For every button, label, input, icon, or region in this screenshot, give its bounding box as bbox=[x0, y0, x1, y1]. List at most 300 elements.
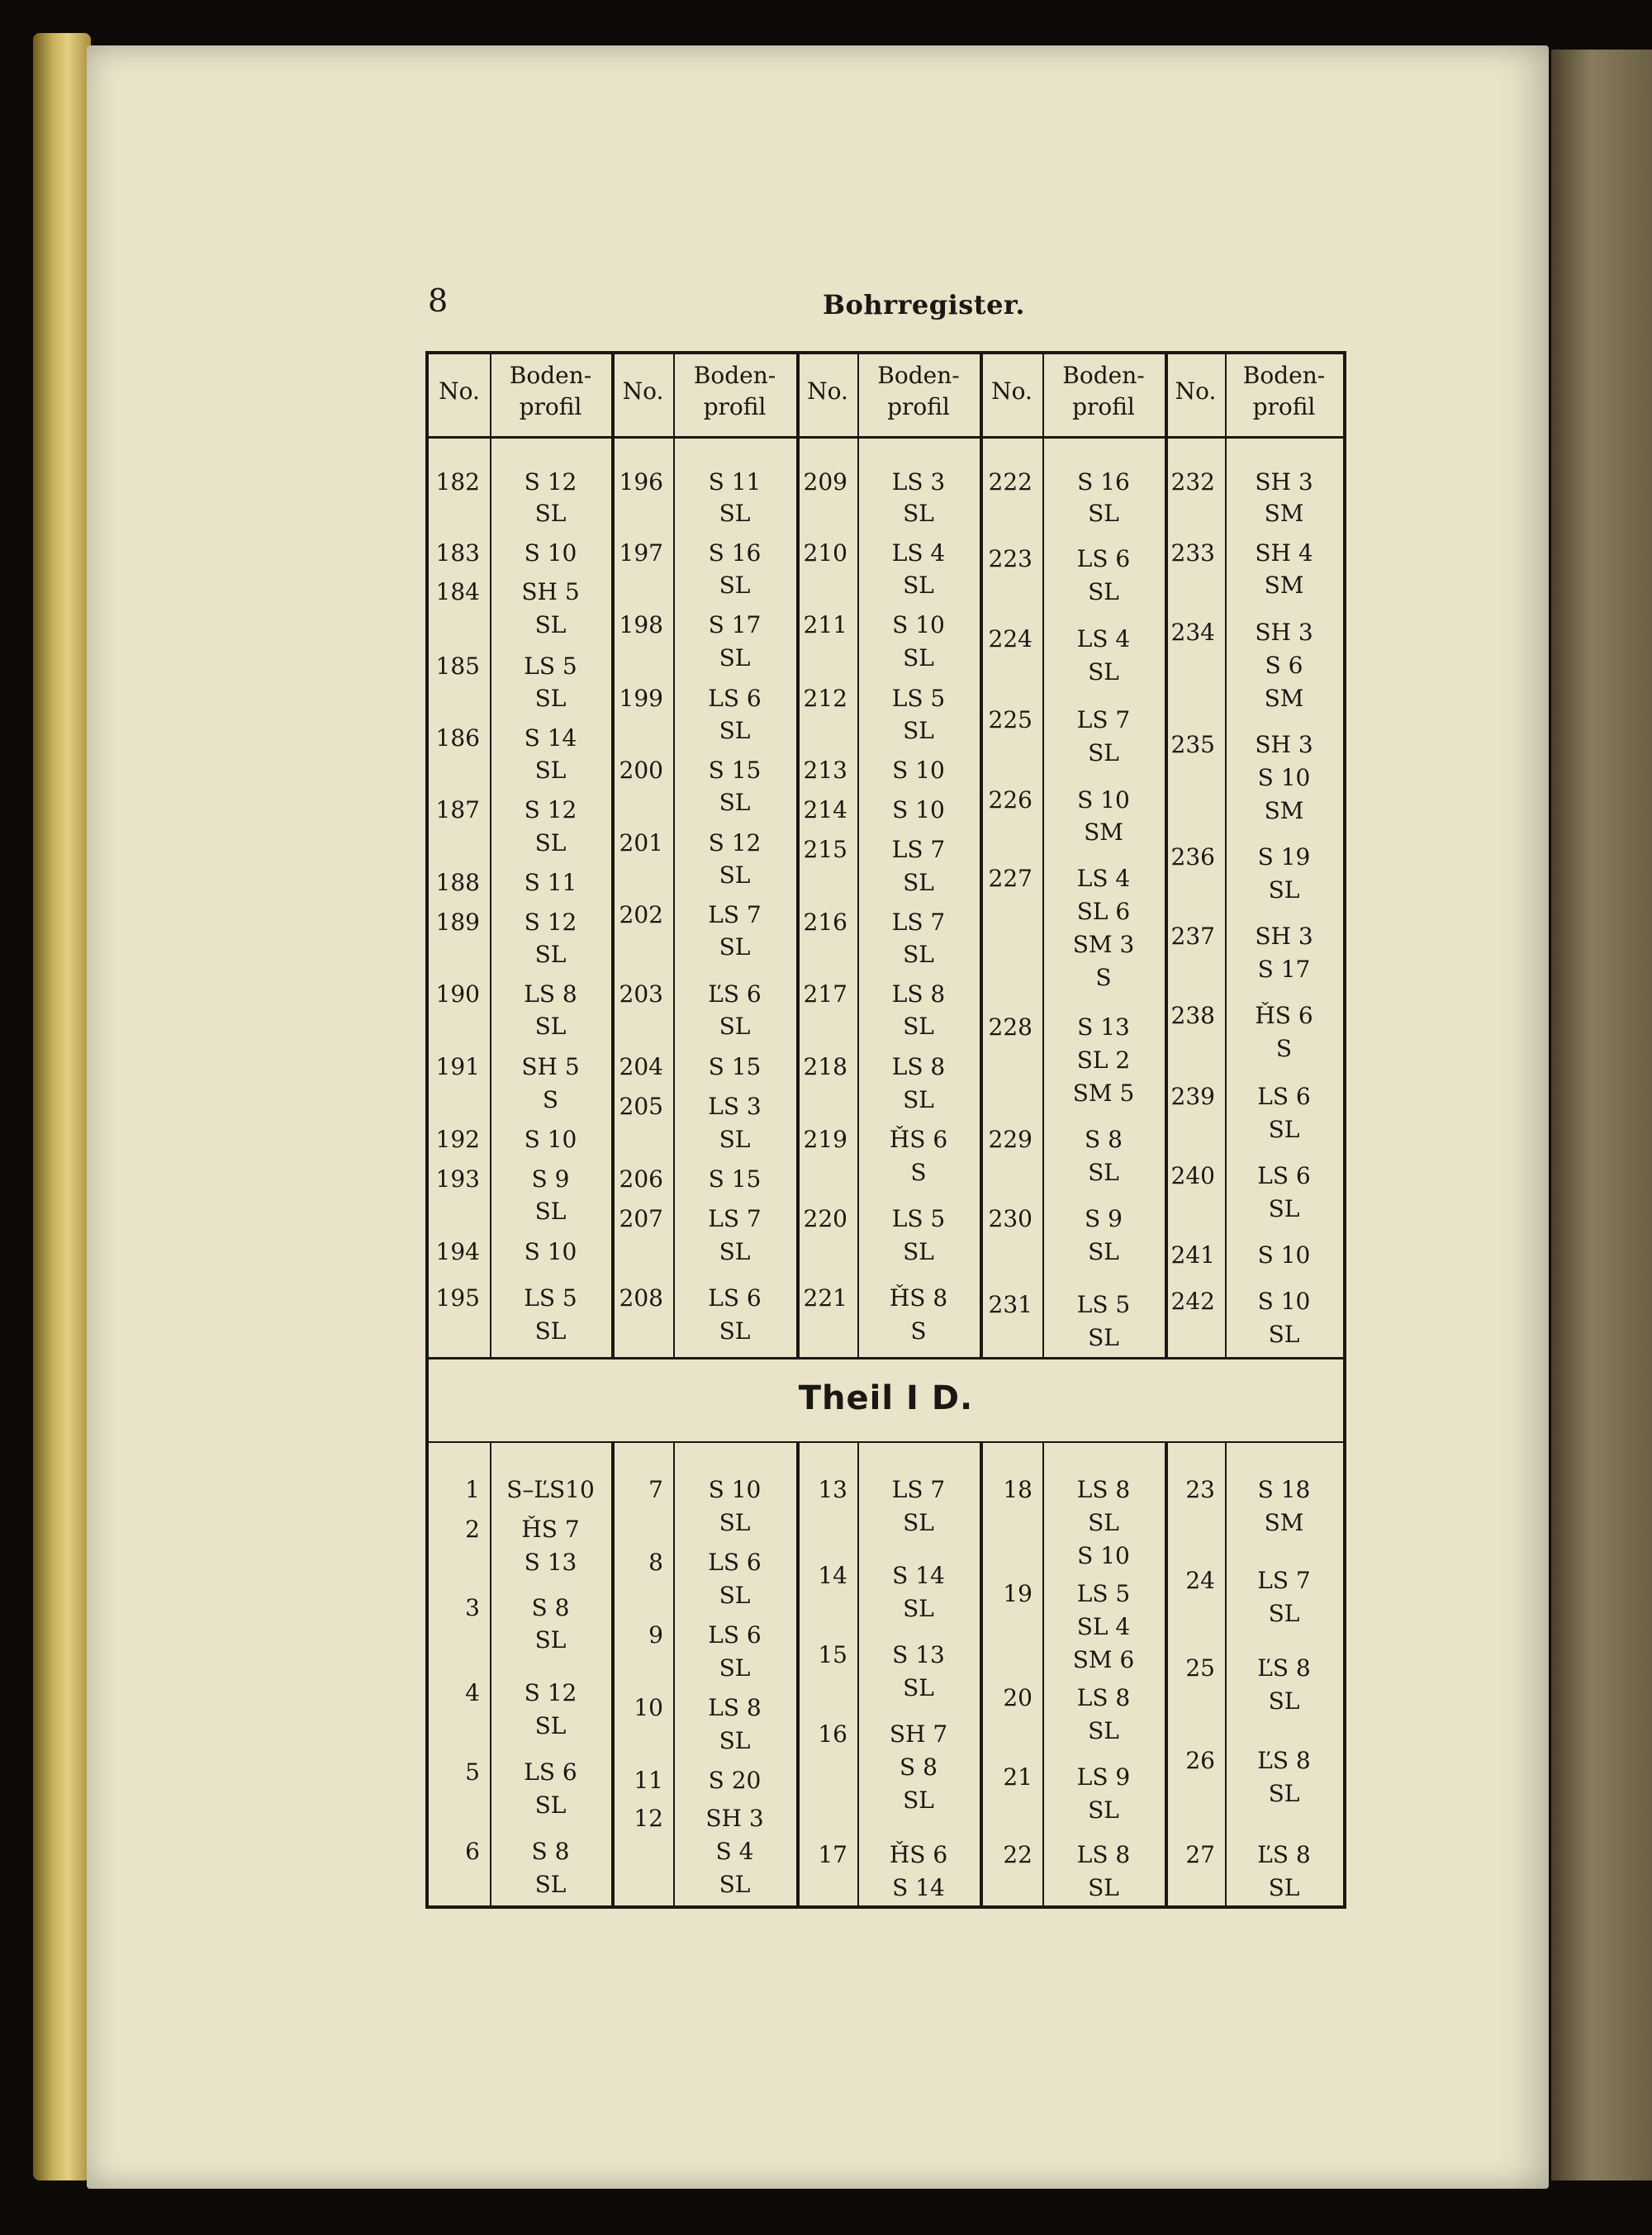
soil-profile-value: SL 4 bbox=[1076, 1613, 1131, 1640]
soil-profile-value: S 14 bbox=[892, 1562, 945, 1589]
entry-number: 187 bbox=[435, 796, 480, 823]
soil-profile-value: S 10 bbox=[1257, 1288, 1311, 1315]
entry-number: 185 bbox=[435, 652, 480, 680]
soil-profile-value: SL bbox=[534, 941, 567, 968]
entry-number: 186 bbox=[435, 724, 480, 752]
soil-profile-value: SL bbox=[903, 500, 934, 527]
soil-profile-value: S 15 bbox=[708, 757, 762, 784]
soil-profile-value: S bbox=[542, 1086, 559, 1113]
soil-profile-value: ĽS 8 bbox=[1257, 1654, 1311, 1682]
soil-profile-value: S 17 bbox=[1257, 956, 1311, 983]
soil-profile-value: S 10 bbox=[524, 1126, 577, 1153]
entry-number: 27 bbox=[1185, 1841, 1215, 1868]
entry-number: 184 bbox=[435, 578, 480, 605]
soil-profile-value: S bbox=[910, 1159, 927, 1186]
soil-profile-value: SL bbox=[534, 1317, 567, 1345]
soil-profile-value: SL bbox=[1268, 1874, 1300, 1901]
soil-profile-value: SL bbox=[903, 1238, 934, 1265]
column-divider bbox=[673, 354, 675, 1357]
soil-profile-value: SM bbox=[1264, 572, 1304, 599]
section-heading: Theil I D. bbox=[798, 1379, 974, 1417]
soil-profile-value: SH 3 bbox=[1255, 468, 1313, 496]
soil-profile-value: S 8 bbox=[531, 1838, 570, 1865]
soil-profile-value: ȞS 6 bbox=[889, 1126, 948, 1153]
soil-profile-value: ĽS 6 bbox=[708, 980, 762, 1008]
soil-profile-value: S 8 bbox=[531, 1594, 570, 1621]
soil-profile-value: LS 8 bbox=[891, 980, 946, 1008]
entry-number: 188 bbox=[435, 869, 480, 896]
soil-profile-value: SL bbox=[719, 789, 751, 816]
header-bodenprofil-line2: profil bbox=[703, 392, 767, 420]
soil-profile-value: SH 5 bbox=[521, 1053, 580, 1080]
entry-number: 189 bbox=[435, 909, 480, 936]
soil-profile-value: LS 9 bbox=[1076, 1763, 1131, 1791]
entry-number: 217 bbox=[803, 980, 847, 1008]
entry-number: 1 bbox=[465, 1476, 480, 1503]
soil-profile-value: SM bbox=[1264, 797, 1304, 824]
entry-number: 220 bbox=[803, 1205, 847, 1232]
entry-number: 208 bbox=[619, 1284, 663, 1312]
soil-profile-value: S 13 bbox=[524, 1549, 577, 1576]
column-divider bbox=[980, 1443, 983, 1905]
column-divider bbox=[857, 1443, 859, 1905]
soil-profile-value: SL bbox=[1088, 658, 1119, 686]
soil-profile-value: LS 8 bbox=[524, 980, 577, 1008]
entry-number: 236 bbox=[1170, 843, 1215, 871]
soil-profile-value: SL bbox=[1088, 1324, 1119, 1351]
soil-profile-value: LS 4 bbox=[1076, 625, 1131, 652]
soil-profile-value: S 10 bbox=[1077, 786, 1130, 814]
soil-profile-value: LS 8 bbox=[1076, 1476, 1131, 1503]
column-divider bbox=[490, 354, 491, 1357]
soil-profile-value: SL bbox=[719, 1654, 751, 1682]
entry-number: 3 bbox=[465, 1594, 480, 1621]
entry-number: 242 bbox=[1170, 1288, 1215, 1315]
page-title: Bohrregister. bbox=[823, 289, 1025, 320]
soil-profile-value: LS 5 bbox=[1076, 1291, 1131, 1318]
soil-profile-value: S 8 bbox=[900, 1753, 938, 1781]
entry-number: 240 bbox=[1170, 1162, 1215, 1189]
soil-profile-value: LS 5 bbox=[891, 1205, 946, 1232]
soil-profile-value: LS 6 bbox=[708, 1549, 762, 1576]
soil-profile-value: SL 2 bbox=[1076, 1046, 1131, 1074]
entry-number: 183 bbox=[435, 539, 480, 567]
entry-number: 222 bbox=[988, 468, 1032, 496]
entry-number: 206 bbox=[619, 1165, 663, 1193]
soil-profile-value: S 13 bbox=[1077, 1013, 1130, 1041]
entry-number: 8 bbox=[648, 1549, 663, 1576]
soil-profile-value: SL bbox=[534, 1712, 567, 1739]
soil-profile-value: S 10 bbox=[892, 611, 945, 638]
soil-profile-value: SM 5 bbox=[1072, 1080, 1135, 1107]
soil-profile-value: SH 5 bbox=[521, 578, 580, 605]
soil-profile-value: SL bbox=[1268, 1780, 1300, 1807]
entry-number: 9 bbox=[648, 1621, 663, 1649]
soil-profile-value: S bbox=[910, 1317, 927, 1345]
soil-profile-value: S 14 bbox=[892, 1874, 945, 1901]
header-bodenprofil-line2: profil bbox=[1072, 392, 1135, 420]
entry-number: 235 bbox=[1170, 731, 1215, 758]
soil-profile-value: S 6 bbox=[1265, 652, 1303, 679]
entry-number: 11 bbox=[634, 1767, 663, 1794]
entry-number: 210 bbox=[803, 539, 847, 567]
soil-profile-value: SL bbox=[534, 1871, 567, 1898]
entry-number: 14 bbox=[818, 1562, 847, 1589]
entry-number: 204 bbox=[619, 1053, 663, 1080]
soil-profile-value: S 14 bbox=[524, 724, 577, 752]
entry-number: 203 bbox=[619, 980, 663, 1008]
header-bodenprofil bbox=[857, 360, 980, 423]
soil-profile-value: LS 7 bbox=[1076, 706, 1131, 733]
entry-number: 25 bbox=[1185, 1654, 1215, 1682]
soil-profile-value: ȞS 8 bbox=[889, 1284, 948, 1312]
entry-number: 198 bbox=[619, 611, 663, 638]
column-divider bbox=[673, 1443, 675, 1905]
soil-profile-value: SL bbox=[903, 1787, 934, 1814]
entry-number: 22 bbox=[1003, 1841, 1032, 1868]
entry-number: 182 bbox=[435, 468, 480, 496]
soil-profile-value: SM 6 bbox=[1072, 1646, 1135, 1673]
soil-profile-value: SL bbox=[903, 1595, 934, 1622]
soil-profile-value: SL bbox=[719, 1317, 751, 1345]
soil-profile-value: SM bbox=[1264, 685, 1304, 712]
soil-profile-value: S 10 bbox=[524, 1238, 577, 1265]
soil-profile-value: SM 3 bbox=[1072, 931, 1135, 958]
soil-profile-value: ȞS 6 bbox=[1255, 1002, 1313, 1029]
soil-profile-value: SL bbox=[719, 500, 751, 527]
soil-profile-value: LS 5 bbox=[524, 1284, 577, 1312]
entry-number: 231 bbox=[988, 1291, 1032, 1318]
entry-number: 199 bbox=[619, 685, 663, 712]
column-divider bbox=[611, 354, 615, 1357]
soil-profile-value: LS 8 bbox=[891, 1053, 946, 1080]
soil-profile-value: S 12 bbox=[708, 829, 762, 857]
soil-profile-value: SL bbox=[719, 1126, 751, 1153]
entry-number: 195 bbox=[435, 1284, 480, 1312]
header-bodenprofil-line2: profil bbox=[1252, 392, 1316, 420]
header-no: No. bbox=[807, 377, 848, 405]
soil-profile-value: SL bbox=[1268, 876, 1300, 904]
soil-profile-value: S 16 bbox=[1077, 468, 1130, 496]
soil-profile-value: SL bbox=[903, 644, 934, 671]
soil-profile-value: LS 7 bbox=[708, 1205, 762, 1232]
entry-number: 194 bbox=[435, 1238, 480, 1265]
soil-profile-value: SL bbox=[719, 861, 751, 889]
column-divider bbox=[1225, 1443, 1227, 1905]
soil-profile-value: LS 5 bbox=[524, 652, 577, 680]
entry-number: 226 bbox=[988, 786, 1032, 814]
soil-profile-value: SL bbox=[903, 1086, 934, 1113]
soil-profile-value: ĽS 8 bbox=[1257, 1747, 1311, 1774]
soil-profile-value: S 12 bbox=[524, 909, 577, 936]
soil-profile-value: ȞS 7 bbox=[521, 1516, 580, 1543]
entry-number: 216 bbox=[803, 909, 847, 936]
entry-number: 200 bbox=[619, 757, 663, 784]
soil-profile-value: SL bbox=[1268, 1687, 1300, 1715]
section-separator-top bbox=[429, 1357, 1343, 1360]
header-separator bbox=[429, 436, 1343, 439]
entry-number: 7 bbox=[648, 1476, 663, 1503]
soil-profile-value: S–ĽS10 bbox=[506, 1476, 595, 1503]
entry-number: 234 bbox=[1170, 619, 1215, 646]
entry-number: 215 bbox=[803, 836, 847, 863]
soil-profile-value: S 20 bbox=[708, 1767, 762, 1794]
soil-profile-value: LS 6 bbox=[1257, 1083, 1311, 1110]
soil-profile-value: LS 7 bbox=[891, 836, 946, 863]
entry-number: 214 bbox=[803, 796, 847, 823]
entry-number: 5 bbox=[465, 1758, 480, 1786]
soil-profile-value: SL bbox=[719, 1727, 751, 1754]
entry-number: 207 bbox=[619, 1205, 663, 1232]
soil-profile-value: SL bbox=[534, 611, 567, 638]
entry-number: 225 bbox=[988, 706, 1032, 733]
soil-profile-value: S 11 bbox=[708, 468, 762, 496]
entry-number: 223 bbox=[988, 545, 1032, 572]
soil-profile-value: S 18 bbox=[1257, 1476, 1311, 1503]
soil-profile-value: SL bbox=[719, 1582, 751, 1609]
header-bodenprofil-line2: profil bbox=[519, 392, 582, 420]
entry-number: 209 bbox=[803, 468, 847, 496]
section-separator-bottom bbox=[429, 1441, 1343, 1443]
soil-profile-value: SL bbox=[534, 757, 567, 784]
soil-profile-value: SL bbox=[903, 717, 934, 744]
soil-profile-value: LS 5 bbox=[1076, 1580, 1131, 1607]
entry-number: 238 bbox=[1170, 1002, 1215, 1029]
soil-profile-value: SL bbox=[1268, 1116, 1300, 1143]
soil-profile-value: SL bbox=[1088, 1159, 1119, 1186]
entry-number: 241 bbox=[1170, 1241, 1215, 1269]
soil-profile-value: S 15 bbox=[708, 1053, 762, 1080]
soil-profile-value: SH 3 bbox=[1255, 731, 1313, 758]
entry-number: 227 bbox=[988, 865, 1032, 892]
entry-number: 219 bbox=[803, 1126, 847, 1153]
facing-page-edge bbox=[1551, 50, 1652, 2180]
soil-profile-value: SM bbox=[1264, 500, 1304, 527]
column-divider bbox=[1042, 1443, 1044, 1905]
soil-profile-value: SL bbox=[719, 1013, 751, 1040]
soil-profile-value: SL bbox=[719, 933, 751, 961]
entry-number: 221 bbox=[803, 1284, 847, 1312]
entry-number: 20 bbox=[1003, 1684, 1032, 1711]
soil-profile-value: S 10 bbox=[892, 757, 945, 784]
soil-profile-value: SL bbox=[719, 572, 751, 599]
entry-number: 196 bbox=[619, 468, 663, 496]
soil-profile-value: SL bbox=[719, 717, 751, 744]
soil-profile-value: SL bbox=[1088, 1874, 1119, 1901]
soil-profile-value: LS 6 bbox=[708, 685, 762, 712]
soil-profile-value: S 11 bbox=[524, 869, 577, 896]
soil-profile-value: LS 6 bbox=[524, 1758, 577, 1786]
soil-profile-value: S 12 bbox=[524, 468, 577, 496]
soil-profile-value: LS 6 bbox=[708, 1621, 762, 1649]
header-bodenprofil-line1: Boden- bbox=[877, 362, 960, 389]
soil-profile-value: S 10 bbox=[708, 1476, 762, 1503]
soil-profile-value: SL bbox=[1088, 1509, 1119, 1536]
header-no: No. bbox=[439, 377, 480, 405]
soil-profile-value: SL bbox=[534, 1198, 567, 1225]
soil-profile-value: SL bbox=[903, 1674, 934, 1701]
entry-number: 192 bbox=[435, 1126, 480, 1153]
header-bodenprofil-line1: Boden- bbox=[1062, 362, 1145, 389]
soil-profile-value: S 10 bbox=[1257, 1241, 1311, 1269]
soil-profile-value: LS 4 bbox=[1076, 865, 1131, 892]
entry-number: 193 bbox=[435, 1165, 480, 1193]
soil-profile-value: SL bbox=[719, 1509, 751, 1536]
entry-number: 4 bbox=[465, 1679, 480, 1706]
entry-number: 19 bbox=[1003, 1580, 1032, 1607]
soil-profile-value: SL bbox=[719, 644, 751, 671]
entry-number: 218 bbox=[803, 1053, 847, 1080]
soil-profile-value: S 17 bbox=[708, 611, 762, 638]
entry-number: 228 bbox=[988, 1013, 1032, 1041]
soil-profile-value: LS 7 bbox=[708, 901, 762, 928]
soil-profile-value: LS 6 bbox=[708, 1284, 762, 1312]
soil-profile-value: S 12 bbox=[524, 796, 577, 823]
entry-number: 10 bbox=[634, 1694, 663, 1721]
entry-number: 6 bbox=[465, 1838, 480, 1865]
soil-profile-value: LS 7 bbox=[1257, 1567, 1311, 1594]
soil-profile-value: SM bbox=[1264, 1509, 1304, 1536]
entry-number: 229 bbox=[988, 1126, 1032, 1153]
soil-profile-value: SH 3 bbox=[705, 1805, 764, 1832]
soil-profile-value: LS 6 bbox=[1257, 1162, 1311, 1189]
soil-profile-value: ȞS 6 bbox=[889, 1841, 948, 1868]
soil-profile-value: SL bbox=[1088, 578, 1119, 605]
soil-profile-value: SL bbox=[903, 1509, 934, 1536]
soil-profile-value: SL bbox=[903, 572, 934, 599]
soil-profile-value: LS 8 bbox=[1076, 1684, 1131, 1711]
soil-profile-value: S bbox=[1095, 964, 1112, 991]
soil-profile-value: SL bbox=[534, 829, 567, 857]
entry-number: 2 bbox=[465, 1516, 480, 1543]
header-no: No. bbox=[1175, 377, 1217, 405]
column-divider bbox=[796, 1443, 800, 1905]
book-page-edges bbox=[33, 33, 91, 2180]
soil-profile-value: SL bbox=[1088, 1717, 1119, 1744]
soil-profile-value: SL bbox=[903, 941, 934, 968]
soil-profile-value: SL bbox=[719, 1871, 751, 1898]
entry-number: 232 bbox=[1170, 468, 1215, 496]
header-bodenprofil-line1: Boden- bbox=[693, 362, 776, 389]
soil-profile-value: LS 4 bbox=[891, 539, 946, 567]
soil-profile-value: SH 3 bbox=[1255, 619, 1313, 646]
entry-number: 21 bbox=[1003, 1763, 1032, 1791]
soil-profile-value: SL bbox=[719, 1238, 751, 1265]
soil-profile-value: SL 6 bbox=[1076, 898, 1131, 925]
header-bodenprofil bbox=[673, 360, 796, 423]
column-divider bbox=[980, 354, 983, 1357]
soil-profile-value: SL bbox=[1268, 1321, 1300, 1348]
entry-number: 211 bbox=[803, 611, 847, 638]
soil-profile-value: SL bbox=[534, 685, 567, 712]
entry-number: 12 bbox=[634, 1805, 663, 1832]
soil-profile-value: LS 6 bbox=[1076, 545, 1131, 572]
soil-profile-value: SL bbox=[1088, 1238, 1119, 1265]
soil-profile-value: SL bbox=[1088, 1796, 1119, 1824]
soil-profile-value: S 15 bbox=[708, 1165, 762, 1193]
entry-number: 15 bbox=[818, 1641, 847, 1668]
column-divider bbox=[1225, 354, 1227, 1357]
header-bodenprofil-line1: Boden- bbox=[509, 362, 592, 389]
soil-profile-value: SL bbox=[1268, 1600, 1300, 1627]
soil-profile-value: SL bbox=[1088, 739, 1119, 766]
soil-profile-value: LS 7 bbox=[891, 1476, 946, 1503]
soil-profile-value: ĽS 8 bbox=[1257, 1841, 1311, 1868]
column-divider bbox=[611, 1443, 615, 1905]
soil-profile-value: SL bbox=[903, 1013, 934, 1040]
soil-profile-value: LS 5 bbox=[891, 685, 946, 712]
header-bodenprofil-line1: Boden- bbox=[1242, 362, 1326, 389]
entry-number: 24 bbox=[1185, 1567, 1215, 1594]
entry-number: 201 bbox=[619, 829, 663, 857]
soil-profile-value: S 10 bbox=[1257, 764, 1311, 791]
soil-profile-value: S 9 bbox=[531, 1165, 570, 1193]
soil-profile-value: S 16 bbox=[708, 539, 762, 567]
soil-profile-value: SL bbox=[534, 1013, 567, 1040]
soil-profile-value: LS 7 bbox=[891, 909, 946, 936]
header-bodenprofil-line2: profil bbox=[887, 392, 950, 420]
soil-profile-value: SL bbox=[1088, 500, 1119, 527]
soil-profile-value: S 12 bbox=[524, 1679, 577, 1706]
soil-profile-value: SL bbox=[534, 1626, 567, 1654]
soil-profile-value: SH 3 bbox=[1255, 923, 1313, 950]
soil-profile-value: SL bbox=[903, 869, 934, 896]
entry-number: 230 bbox=[988, 1205, 1032, 1232]
entry-number: 13 bbox=[818, 1476, 847, 1503]
entry-number: 197 bbox=[619, 539, 663, 567]
entry-number: 26 bbox=[1185, 1747, 1215, 1774]
entry-number: 205 bbox=[619, 1093, 663, 1120]
entry-number: 233 bbox=[1170, 539, 1215, 567]
soil-profile-value: S 8 bbox=[1085, 1126, 1123, 1153]
soil-profile-value: LS 3 bbox=[708, 1093, 762, 1120]
header-no: No. bbox=[991, 377, 1032, 405]
soil-profile-value: S bbox=[1275, 1035, 1293, 1062]
soil-profile-value: SM bbox=[1084, 819, 1123, 846]
soil-profile-value: SL bbox=[1268, 1195, 1300, 1222]
header-bodenprofil bbox=[490, 360, 611, 423]
column-divider bbox=[857, 354, 859, 1357]
soil-profile-value: S 19 bbox=[1257, 843, 1311, 871]
soil-profile-value: LS 8 bbox=[708, 1694, 762, 1721]
entry-number: 202 bbox=[619, 901, 663, 928]
header-bodenprofil bbox=[1042, 360, 1165, 423]
entry-number: 16 bbox=[818, 1720, 847, 1748]
entry-number: 239 bbox=[1170, 1083, 1215, 1110]
soil-profile-value: S 13 bbox=[892, 1641, 945, 1668]
soil-profile-value: S 10 bbox=[524, 539, 577, 567]
entry-number: 224 bbox=[988, 625, 1032, 652]
soil-profile-value: SH 7 bbox=[889, 1720, 948, 1748]
soil-profile-value: S 4 bbox=[715, 1838, 754, 1865]
entry-number: 213 bbox=[803, 757, 847, 784]
soil-profile-value: LS 8 bbox=[1076, 1841, 1131, 1868]
soil-profile-value: S 10 bbox=[1077, 1542, 1130, 1569]
entry-number: 18 bbox=[1003, 1476, 1032, 1503]
soil-profile-value: SL bbox=[534, 1791, 567, 1819]
page-number: 8 bbox=[428, 282, 449, 319]
soil-profile-value: S 10 bbox=[892, 796, 945, 823]
entry-number: 190 bbox=[435, 980, 480, 1008]
header-bodenprofil bbox=[1225, 360, 1343, 423]
soil-profile-value: LS 3 bbox=[891, 468, 946, 496]
entry-number: 191 bbox=[435, 1053, 480, 1080]
entry-number: 212 bbox=[803, 685, 847, 712]
entry-number: 237 bbox=[1170, 923, 1215, 950]
entry-number: 23 bbox=[1185, 1476, 1215, 1503]
soil-profile-value: SH 4 bbox=[1255, 539, 1313, 567]
soil-profile-value: SL bbox=[534, 500, 567, 527]
